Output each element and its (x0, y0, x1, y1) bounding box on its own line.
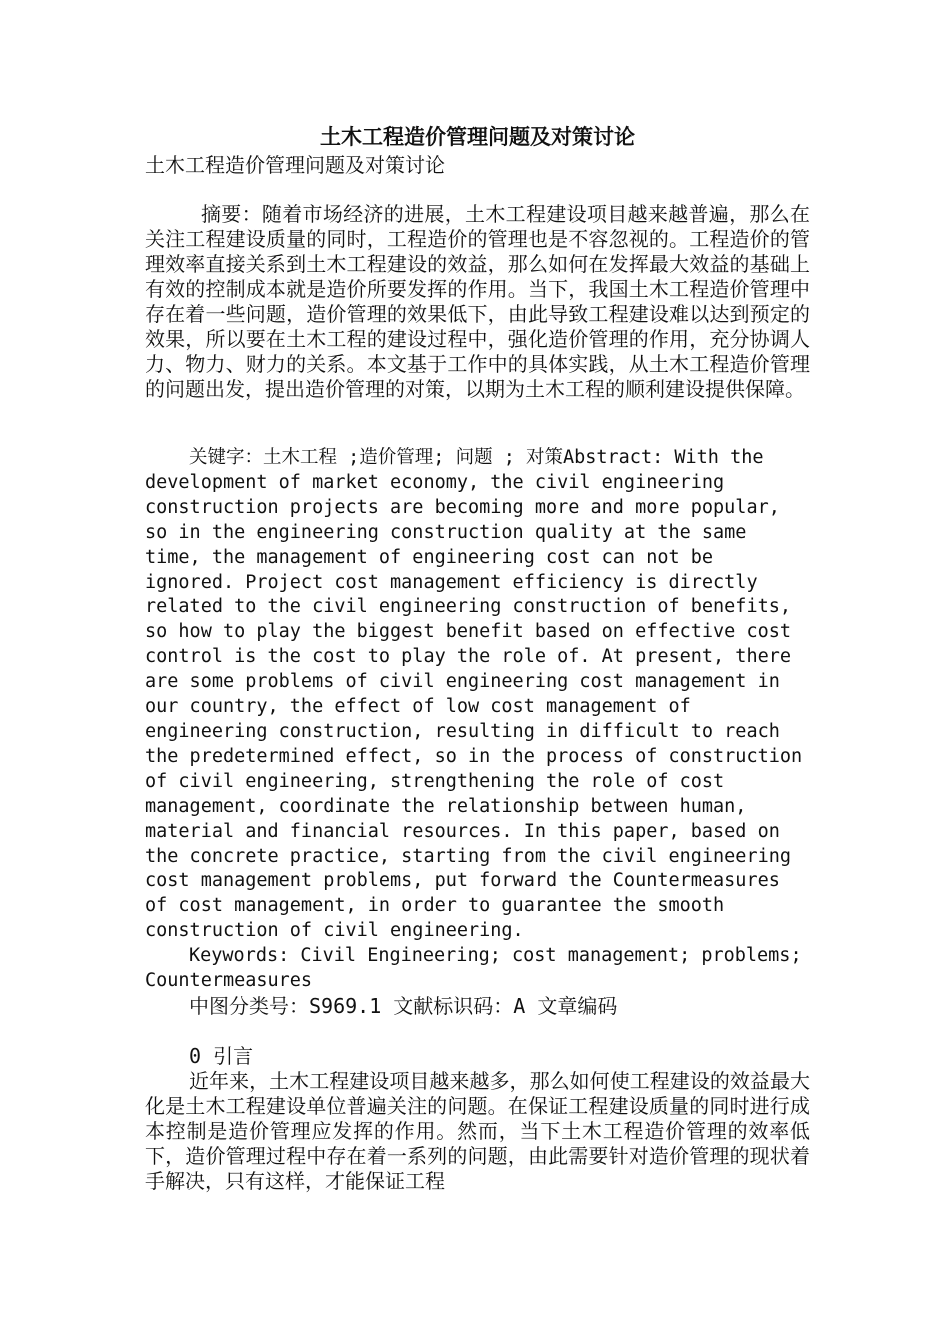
abstract-en: With the development of market economy, the civil engineering construction projects are becoming more and more popular, so in the engineering construction quality at the same time, the management of engineering cost can not be ignored. Project cost management efficiency is directly related to the civil engineering construction of benefits, so how to play the biggest benefit based on effective cost control is the cost to play the role of. At present, there are some problems of civil engineering cost management in our country, the effect of low cost management of engineering construction, resulting in difficult to reach the predetermined effect, so in the process of construction of civil engineering, strengthening the role of cost management, coordinate the relationship between human, material and financial resources. In this paper, based on the concrete practice, starting from the civil engineering cost management problems, put forward the Countermeasures of cost management, in order to guarantee the smooth construction of civil engineering. (145, 447, 814, 942)
keywords-en: Keywords: Civil Engineering; cost management; problems; Countermeasures (145, 945, 813, 992)
document-page (145, 118, 814, 1194)
intro-paragraph: 近年来，土木工程建设项目越来越多，那么如何使工程建设的效益最大化是土木工程建设单位普遍关注的问题。在保证工程建设质量的同时进行成本控制是造价管理应发挥的作用。然而，当下土木工程造价管理的效率低下，造价管理过程中存在着一系列的问题，由此需要针对造价管理的现状着手解决，只有这样，才能保证工程 (145, 1068, 810, 1193)
document-title: 土木工程造价管理问题及对策讨论 (320, 125, 635, 149)
intro-heading: 0 引言 (189, 1043, 254, 1068)
abstract-cn: 摘要：随着市场经济的进展，土木工程建设项目越来越普遍，那么在关注工程建设质量的同时，工程造价的管理也是不容忽视的。工程造价的管理效率直接关系到土木工程建设的效益，那么如何在发挥最大效益的基础上有效的控制成本就是造价所要发挥的作用。当下，我国土木工程造价管理中存在着一些问题，造价管理的效果低下，由此导致工程建设难以达到预定的效果，所以要在土木工程的建设过程中，强化造价管理的作用，充分协调人力、物力、财力的关系。本文基于工作中的具体实践，从土木工程造价管理的问题出发，提出造价管理的对策，以期为土木工程的顺利建设提供保障。 (145, 202, 810, 401)
keywords-and-abstract-en (145, 446, 814, 944)
abstract-en-label: Abstract: (562, 447, 664, 468)
classification-line: 中图分类号：S969.1 文献标识码：A 文章编码 (189, 993, 618, 1018)
keywords-cn: 土木工程 ;造价管理; 问题 ; 对策 (263, 447, 563, 468)
keywords-cn-label: 关键字： (189, 447, 264, 468)
document-subtitle: 土木工程造价管理问题及对策讨论 (145, 153, 445, 177)
spacer (145, 1019, 810, 1044)
